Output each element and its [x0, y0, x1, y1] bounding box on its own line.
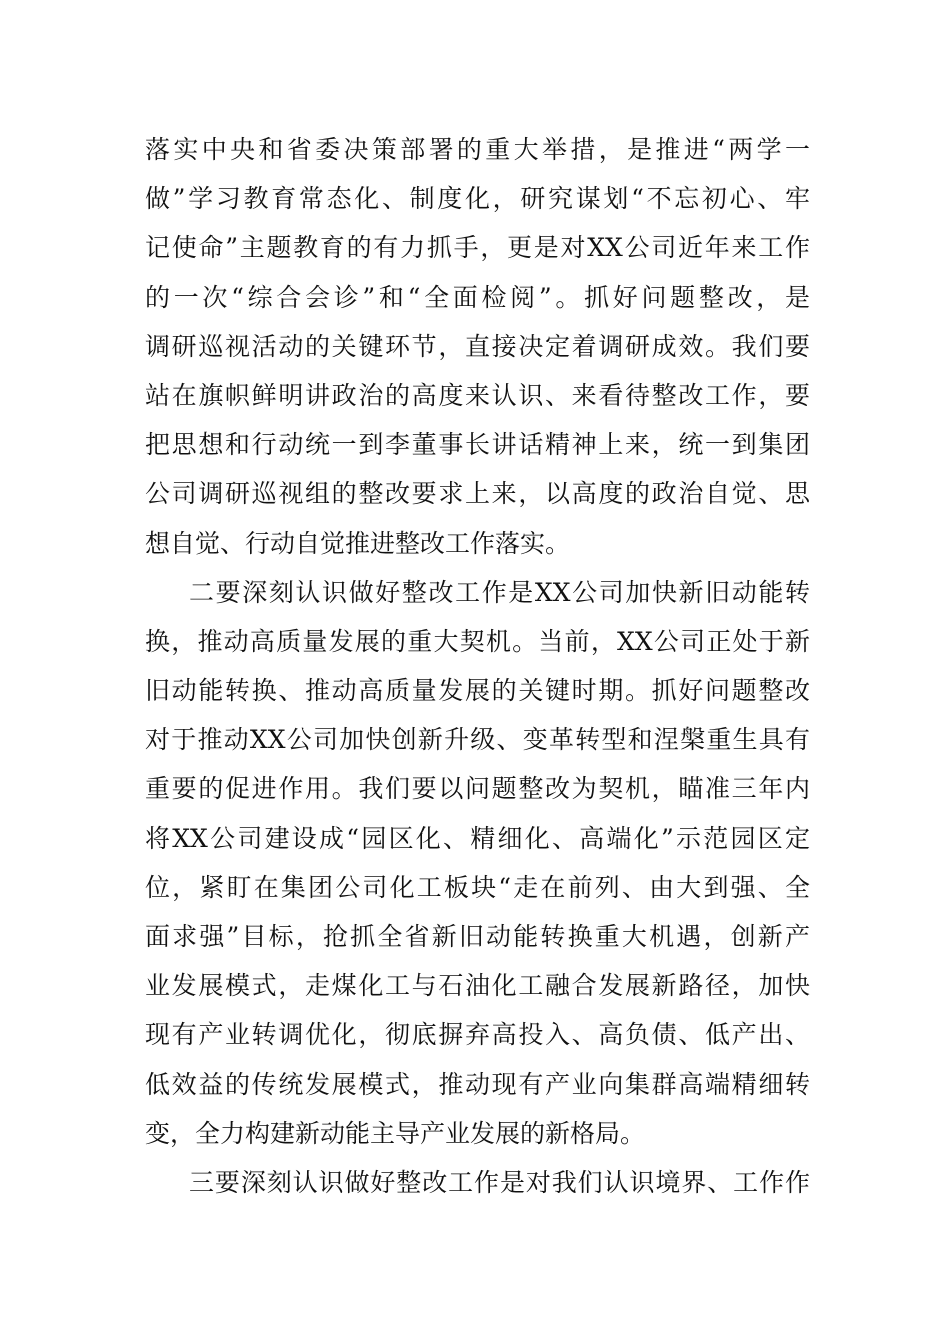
text-line: 对于推动XX公司加快创新升级、变革转型和涅槃重生具有 [145, 725, 810, 755]
text-line: 想自觉、行动自觉推进整改工作落实。 [145, 528, 571, 558]
text-line: 将XX公司建设成“园区化、精细化、高端化”示范园区定 [145, 823, 810, 853]
text-line: 二要深刻认识做好整改工作是XX公司加快新旧动能转 [189, 577, 810, 607]
text-line: 把思想和行动统一到李董事长讲话精神上来，统一到集团 [145, 430, 810, 460]
paragraph-3 [145, 1158, 810, 1207]
text-line: 三要深刻认识做好整改工作是对我们认识境界、工作作 [189, 1167, 810, 1197]
text-line: 站在旗帜鲜明讲政治的高度来认识、来看待整改工作，要 [145, 380, 810, 410]
text-line: 做”学习教育常态化、制度化，研究谋划“不忘初心、牢 [145, 184, 810, 214]
text-line: 落实中央和省委决策部署的重大举措，是推进“两学一 [145, 135, 810, 164]
text-line: 低效益的传统发展模式，推动现有产业向集群高端精细转 [145, 1069, 810, 1099]
body-text [145, 125, 810, 1207]
text-line: 面求强”目标，抢抓全省新旧动能转换重大机遇，创新产 [145, 922, 810, 951]
text-line: 调研巡视活动的关键环节，直接决定着调研成效。我们要 [145, 331, 810, 361]
paragraph-2 [145, 568, 810, 1158]
text-line: 重要的促进作用。我们要以问题整改为契机，瞄准三年内 [145, 774, 810, 804]
text-line: 公司调研巡视组的整改要求上来，以高度的政治自觉、思 [145, 479, 810, 509]
text-line: 业发展模式，走煤化工与石油化工融合发展新路径，加快 [145, 971, 810, 1001]
text-line: 位，紧盯在集团公司化工板块“走在前列、由大到强、全 [145, 872, 810, 902]
text-line: 变，全力构建新动能主导产业发展的新格局。 [145, 1118, 646, 1148]
text-line: 旧动能转换、推动高质量发展的关键时期。抓好问题整改 [145, 676, 810, 706]
text-line: 换，推动高质量发展的重大契机。当前，XX公司正处于新 [145, 626, 810, 656]
paragraph-1 [145, 125, 810, 568]
text-line: 的一次“综合会诊”和“全面检阅”。抓好问题整改，是 [145, 282, 810, 312]
text-line: 记使命”主题教育的有力抓手，更是对XX公司近年来工作 [145, 233, 810, 263]
text-line: 现有产业转调优化，彻底摒弃高投入、高负债、低产出、 [145, 1020, 810, 1050]
